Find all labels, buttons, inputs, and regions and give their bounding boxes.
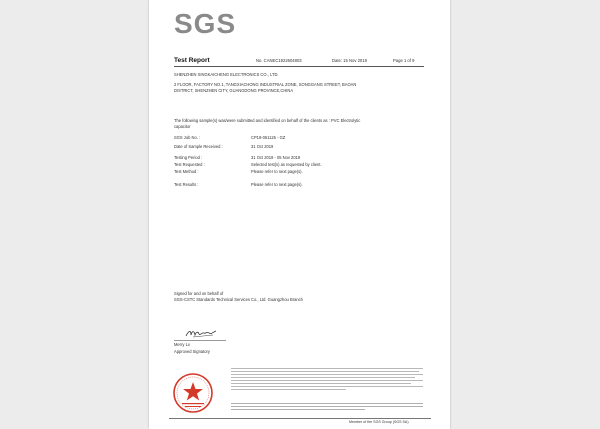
signature-image (185, 327, 217, 339)
field-label-job-no: SGS Job No. : (174, 135, 201, 140)
field-label-test-requested: Test Requested : (174, 162, 205, 167)
report-page (149, 0, 450, 429)
field-label-test-results: Test Results : (174, 182, 199, 187)
signatory-name: Merry Lv (174, 342, 190, 347)
terms-fine-print (231, 368, 423, 398)
field-value-test-requested: Selected test(s) as requested by client. (251, 162, 322, 167)
signed-line2: SGS-CSTC Standards Technical Services Co., Ltd. Guangzhou Branch (174, 297, 303, 302)
field-label-date-received: Date of Sample Received : (174, 144, 223, 149)
sgs-logo: SGS (174, 8, 237, 39)
sample-statement-line1: The following sample(s) was/were submitted and identified on behalf of the clients as : PVC Electrolytic (174, 118, 361, 123)
signatory-role: Approved Signatory (174, 349, 210, 354)
address-fine-print (231, 403, 423, 413)
footer-member-text: Member of the SGS Group (SGS SA) (349, 420, 409, 424)
field-label-testing-period: Testing Period : (174, 155, 203, 160)
field-value-test-method: Please refer to next page(s). (251, 169, 303, 174)
report-date: Date: 15 Nov 2019 (332, 58, 367, 63)
applicant-name: SHENZHEN XINGKAICHENG ELECTRONICS CO., LTD. (174, 72, 279, 77)
field-value-job-no: CP19-061126 - GZ (251, 135, 286, 140)
field-value-date-received: 31 Oct 2019 (251, 144, 274, 149)
signature-line (174, 340, 226, 341)
field-value-testing-period: 31 Oct 2019 - 05 Nov 2019 (251, 155, 301, 160)
sample-statement-line2: capacitor (174, 124, 191, 129)
company-seal-image (172, 372, 214, 414)
report-number: No. CANEC1922604803 (256, 58, 302, 63)
page-indicator: Page 1 of 9 (393, 58, 415, 63)
applicant-address-line1: 2 FLOOR, FACTORY NO.1, TANGXIACHONG INDUSTRIAL ZONE, SONGGANG STREET, BAOAN (174, 82, 357, 87)
header-divider (174, 66, 424, 67)
report-title: Test Report (174, 57, 210, 64)
field-label-test-method: Test Method : (174, 169, 199, 174)
signed-line1: Signed for and on behalf of (174, 291, 224, 296)
footer-divider (169, 418, 431, 419)
applicant-address-line2: DISTRICT, SHENZHEN CITY, GUANGDONG PROVINCE,CHINA (174, 88, 294, 93)
field-value-test-results: Please refer to next page(s). (251, 182, 303, 187)
